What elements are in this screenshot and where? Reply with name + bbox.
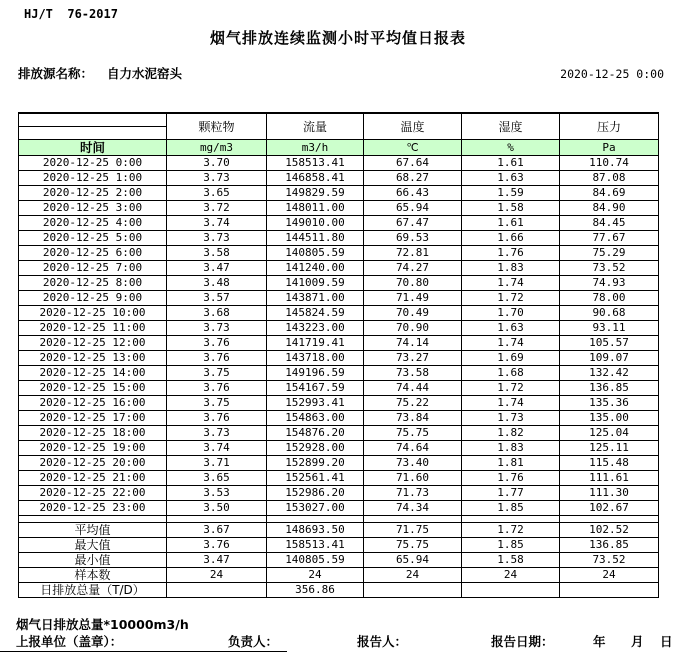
row-value: 132.42 — [560, 366, 659, 381]
row-value: 141009.59 — [267, 276, 364, 291]
row-value: 152993.41 — [267, 396, 364, 411]
row-value: 73.84 — [364, 411, 462, 426]
summary-value: 1.72 — [462, 523, 560, 538]
row-value: 1.81 — [462, 456, 560, 471]
row-value: 158513.41 — [267, 156, 364, 171]
row-value: 3.75 — [167, 366, 267, 381]
row-value: 125.04 — [560, 426, 659, 441]
summary-label: 日排放总量（T/D） — [19, 583, 167, 598]
col-header-pm: 颗粒物 — [167, 113, 267, 140]
row-value: 1.74 — [462, 336, 560, 351]
day-label: 日 — [660, 634, 673, 649]
row-value: 3.58 — [167, 246, 267, 261]
row-value: 71.60 — [364, 471, 462, 486]
table-row — [19, 306, 659, 321]
row-value: 149010.00 — [267, 216, 364, 231]
table-body — [19, 156, 659, 598]
row-time: 2020-12-25 4:00 — [19, 216, 167, 231]
row-value: 1.63 — [462, 321, 560, 336]
row-value: 144511.80 — [267, 231, 364, 246]
summary-value: 1.58 — [462, 553, 560, 568]
spacer-cell — [19, 516, 167, 523]
row-value: 75.75 — [364, 426, 462, 441]
row-value: 148011.00 — [267, 201, 364, 216]
row-value: 74.64 — [364, 441, 462, 456]
row-value: 75.29 — [560, 246, 659, 261]
unit-flow: m3/h — [267, 140, 364, 156]
row-value: 3.48 — [167, 276, 267, 291]
summary-row — [19, 538, 659, 553]
row-value: 72.81 — [364, 246, 462, 261]
year-label: 年 — [593, 634, 606, 649]
summary-value: 65.94 — [364, 553, 462, 568]
table-row — [19, 501, 659, 516]
row-time: 2020-12-25 19:00 — [19, 441, 167, 456]
row-value: 143871.00 — [267, 291, 364, 306]
table-row — [19, 471, 659, 486]
summary-value — [462, 583, 560, 598]
row-value: 145824.59 — [267, 306, 364, 321]
row-value: 70.49 — [364, 306, 462, 321]
summary-value: 148693.50 — [267, 523, 364, 538]
summary-label: 最大值 — [19, 538, 167, 553]
row-time: 2020-12-25 5:00 — [19, 231, 167, 246]
col-header-pressure: 压力 — [560, 113, 659, 140]
table-row — [19, 381, 659, 396]
summary-value: 356.86 — [267, 583, 364, 598]
row-value: 1.72 — [462, 381, 560, 396]
row-time: 2020-12-25 16:00 — [19, 396, 167, 411]
row-value: 141719.41 — [267, 336, 364, 351]
row-value: 68.27 — [364, 171, 462, 186]
row-time: 2020-12-25 17:00 — [19, 411, 167, 426]
row-value: 66.43 — [364, 186, 462, 201]
summary-row — [19, 583, 659, 598]
row-value: 152899.20 — [267, 456, 364, 471]
row-value: 143718.00 — [267, 351, 364, 366]
row-time: 2020-12-25 18:00 — [19, 426, 167, 441]
time-header-blank-top — [19, 113, 167, 127]
summary-value: 71.75 — [364, 523, 462, 538]
time-header-blank-bottom — [19, 127, 167, 140]
monitoring-table — [18, 112, 659, 598]
unit-humidity: % — [462, 140, 560, 156]
row-value: 71.73 — [364, 486, 462, 501]
row-value: 3.73 — [167, 171, 267, 186]
spacer-row — [19, 516, 659, 523]
table-row — [19, 336, 659, 351]
footnote: 烟气日排放总量*10000m3/h — [16, 617, 189, 632]
spacer-cell — [560, 516, 659, 523]
summary-value: 24 — [364, 568, 462, 583]
row-value: 1.82 — [462, 426, 560, 441]
row-value: 136.85 — [560, 381, 659, 396]
row-value: 135.36 — [560, 396, 659, 411]
summary-row — [19, 568, 659, 583]
summary-label: 最小值 — [19, 553, 167, 568]
row-time: 2020-12-25 15:00 — [19, 381, 167, 396]
row-value: 154863.00 — [267, 411, 364, 426]
row-value: 74.34 — [364, 501, 462, 516]
row-value: 3.76 — [167, 336, 267, 351]
row-value: 73.52 — [560, 261, 659, 276]
row-value: 73.27 — [364, 351, 462, 366]
row-value: 111.30 — [560, 486, 659, 501]
row-value: 152561.41 — [267, 471, 364, 486]
row-value: 3.74 — [167, 441, 267, 456]
row-value: 3.73 — [167, 321, 267, 336]
table-row — [19, 171, 659, 186]
summary-value — [560, 583, 659, 598]
summary-value: 140805.59 — [267, 553, 364, 568]
row-value: 1.76 — [462, 246, 560, 261]
row-value: 73.40 — [364, 456, 462, 471]
col-header-flow: 流量 — [267, 113, 364, 140]
unit-row — [19, 140, 659, 156]
standard-code: HJ/T 76-2017 — [24, 7, 118, 21]
row-value: 84.69 — [560, 186, 659, 201]
month-label: 月 — [631, 634, 644, 649]
row-value: 65.94 — [364, 201, 462, 216]
row-value: 111.61 — [560, 471, 659, 486]
row-time: 2020-12-25 2:00 — [19, 186, 167, 201]
row-time: 2020-12-25 10:00 — [19, 306, 167, 321]
table-row — [19, 411, 659, 426]
table-row — [19, 246, 659, 261]
row-value: 149829.59 — [267, 186, 364, 201]
row-value: 70.80 — [364, 276, 462, 291]
row-value: 3.53 — [167, 486, 267, 501]
reporting-unit-label: 上报单位（盖章）： — [16, 634, 123, 649]
summary-value: 102.52 — [560, 523, 659, 538]
row-value: 1.58 — [462, 201, 560, 216]
row-value: 3.47 — [167, 261, 267, 276]
row-value: 102.67 — [560, 501, 659, 516]
row-value: 1.68 — [462, 366, 560, 381]
summary-value: 136.85 — [560, 538, 659, 553]
row-time: 2020-12-25 11:00 — [19, 321, 167, 336]
row-value: 67.47 — [364, 216, 462, 231]
spacer-cell — [167, 516, 267, 523]
row-value: 1.73 — [462, 411, 560, 426]
row-time: 2020-12-25 23:00 — [19, 501, 167, 516]
source-label: 排放源名称： — [18, 66, 94, 81]
col-header-humidity: 湿度 — [462, 113, 560, 140]
row-value: 105.57 — [560, 336, 659, 351]
row-value: 152986.20 — [267, 486, 364, 501]
row-value: 1.66 — [462, 231, 560, 246]
summary-label: 平均值 — [19, 523, 167, 538]
row-value: 75.22 — [364, 396, 462, 411]
report-datetime: 2020-12-25 0:00 — [560, 67, 664, 81]
table-row — [19, 441, 659, 456]
row-time: 2020-12-25 20:00 — [19, 456, 167, 471]
unit-pm: mg/m3 — [167, 140, 267, 156]
table-row — [19, 276, 659, 291]
row-value: 71.49 — [364, 291, 462, 306]
row-value: 1.59 — [462, 186, 560, 201]
row-value: 1.61 — [462, 216, 560, 231]
table-row — [19, 216, 659, 231]
summary-row — [19, 553, 659, 568]
summary-value — [364, 583, 462, 598]
table-row — [19, 261, 659, 276]
source-name-line — [18, 64, 182, 82]
row-value: 3.76 — [167, 411, 267, 426]
responsible-person-label: 负责人： — [228, 634, 279, 649]
row-value: 140805.59 — [267, 246, 364, 261]
col-header-temp: 温度 — [364, 113, 462, 140]
row-value: 74.93 — [560, 276, 659, 291]
row-value: 115.48 — [560, 456, 659, 471]
summary-value: 1.85 — [462, 538, 560, 553]
row-value: 74.14 — [364, 336, 462, 351]
source-name: 自力水泥窑头 — [107, 66, 183, 81]
row-time: 2020-12-25 13:00 — [19, 351, 167, 366]
row-time: 2020-12-25 0:00 — [19, 156, 167, 171]
row-value: 3.76 — [167, 351, 267, 366]
row-value: 146858.41 — [267, 171, 364, 186]
table-row — [19, 156, 659, 171]
row-value: 1.70 — [462, 306, 560, 321]
row-time: 2020-12-25 22:00 — [19, 486, 167, 501]
row-value: 73.58 — [364, 366, 462, 381]
table-row — [19, 366, 659, 381]
row-value: 3.75 — [167, 396, 267, 411]
table-row — [19, 351, 659, 366]
row-time: 2020-12-25 8:00 — [19, 276, 167, 291]
unit-temp: ℃ — [364, 140, 462, 156]
row-value: 78.00 — [560, 291, 659, 306]
row-value: 69.53 — [364, 231, 462, 246]
table-row — [19, 321, 659, 336]
row-value: 3.73 — [167, 231, 267, 246]
row-time: 2020-12-25 1:00 — [19, 171, 167, 186]
row-value: 1.72 — [462, 291, 560, 306]
row-value: 152928.00 — [267, 441, 364, 456]
row-time: 2020-12-25 14:00 — [19, 366, 167, 381]
row-value: 77.67 — [560, 231, 659, 246]
row-value: 1.77 — [462, 486, 560, 501]
row-value: 3.68 — [167, 306, 267, 321]
row-value: 93.11 — [560, 321, 659, 336]
row-value: 125.11 — [560, 441, 659, 456]
table-row — [19, 396, 659, 411]
summary-value: 158513.41 — [267, 538, 364, 553]
row-value: 74.44 — [364, 381, 462, 396]
summary-value: 73.52 — [560, 553, 659, 568]
page-title: 烟气排放连续监测小时平均值日报表 — [209, 29, 466, 47]
row-value: 1.69 — [462, 351, 560, 366]
row-value: 90.68 — [560, 306, 659, 321]
summary-label: 样本数 — [19, 568, 167, 583]
meta-row — [18, 64, 664, 82]
row-value: 67.64 — [364, 156, 462, 171]
row-value: 3.57 — [167, 291, 267, 306]
row-value: 74.27 — [364, 261, 462, 276]
row-value: 3.65 — [167, 186, 267, 201]
summary-value: 75.75 — [364, 538, 462, 553]
row-value: 149196.59 — [267, 366, 364, 381]
spacer-cell — [462, 516, 560, 523]
row-time: 2020-12-25 7:00 — [19, 261, 167, 276]
signature-row — [0, 632, 676, 649]
unit-pressure: Pa — [560, 140, 659, 156]
row-value: 3.50 — [167, 501, 267, 516]
row-value: 3.71 — [167, 456, 267, 471]
row-value: 109.07 — [560, 351, 659, 366]
table-row — [19, 231, 659, 246]
summary-value: 24 — [560, 568, 659, 583]
time-header: 时间 — [19, 140, 167, 156]
row-value: 3.76 — [167, 381, 267, 396]
row-time: 2020-12-25 21:00 — [19, 471, 167, 486]
row-value: 1.63 — [462, 171, 560, 186]
row-value: 154876.20 — [267, 426, 364, 441]
row-value: 1.83 — [462, 261, 560, 276]
header-row-top — [19, 113, 659, 127]
row-value: 84.90 — [560, 201, 659, 216]
row-value: 110.74 — [560, 156, 659, 171]
row-value: 84.45 — [560, 216, 659, 231]
row-value: 154167.59 — [267, 381, 364, 396]
summary-value: 3.47 — [167, 553, 267, 568]
table-row — [19, 486, 659, 501]
reporter-label: 报告人： — [357, 634, 408, 649]
row-value: 153027.00 — [267, 501, 364, 516]
row-time: 2020-12-25 3:00 — [19, 201, 167, 216]
row-value: 70.90 — [364, 321, 462, 336]
row-value: 1.85 — [462, 501, 560, 516]
row-value: 3.72 — [167, 201, 267, 216]
report-date-label: 报告日期： — [491, 634, 554, 649]
row-value: 3.70 — [167, 156, 267, 171]
summary-value: 24 — [462, 568, 560, 583]
row-value: 1.61 — [462, 156, 560, 171]
table-row — [19, 291, 659, 306]
row-time: 2020-12-25 9:00 — [19, 291, 167, 306]
table-row — [19, 426, 659, 441]
table-row — [19, 186, 659, 201]
row-value: 3.74 — [167, 216, 267, 231]
row-time: 2020-12-25 6:00 — [19, 246, 167, 261]
summary-value — [167, 583, 267, 598]
row-value: 1.76 — [462, 471, 560, 486]
row-value: 1.83 — [462, 441, 560, 456]
spacer-cell — [364, 516, 462, 523]
summary-value: 24 — [267, 568, 364, 583]
table-row — [19, 456, 659, 471]
summary-value: 3.67 — [167, 523, 267, 538]
summary-value: 24 — [167, 568, 267, 583]
row-value: 1.74 — [462, 276, 560, 291]
summary-row — [19, 523, 659, 538]
summary-value: 3.76 — [167, 538, 267, 553]
row-value: 3.73 — [167, 426, 267, 441]
row-value: 141240.00 — [267, 261, 364, 276]
row-time: 2020-12-25 12:00 — [19, 336, 167, 351]
spacer-cell — [267, 516, 364, 523]
row-value: 1.74 — [462, 396, 560, 411]
table-row — [19, 201, 659, 216]
row-value: 87.08 — [560, 171, 659, 186]
row-value: 3.65 — [167, 471, 267, 486]
row-value: 143223.00 — [267, 321, 364, 336]
row-value: 135.00 — [560, 411, 659, 426]
